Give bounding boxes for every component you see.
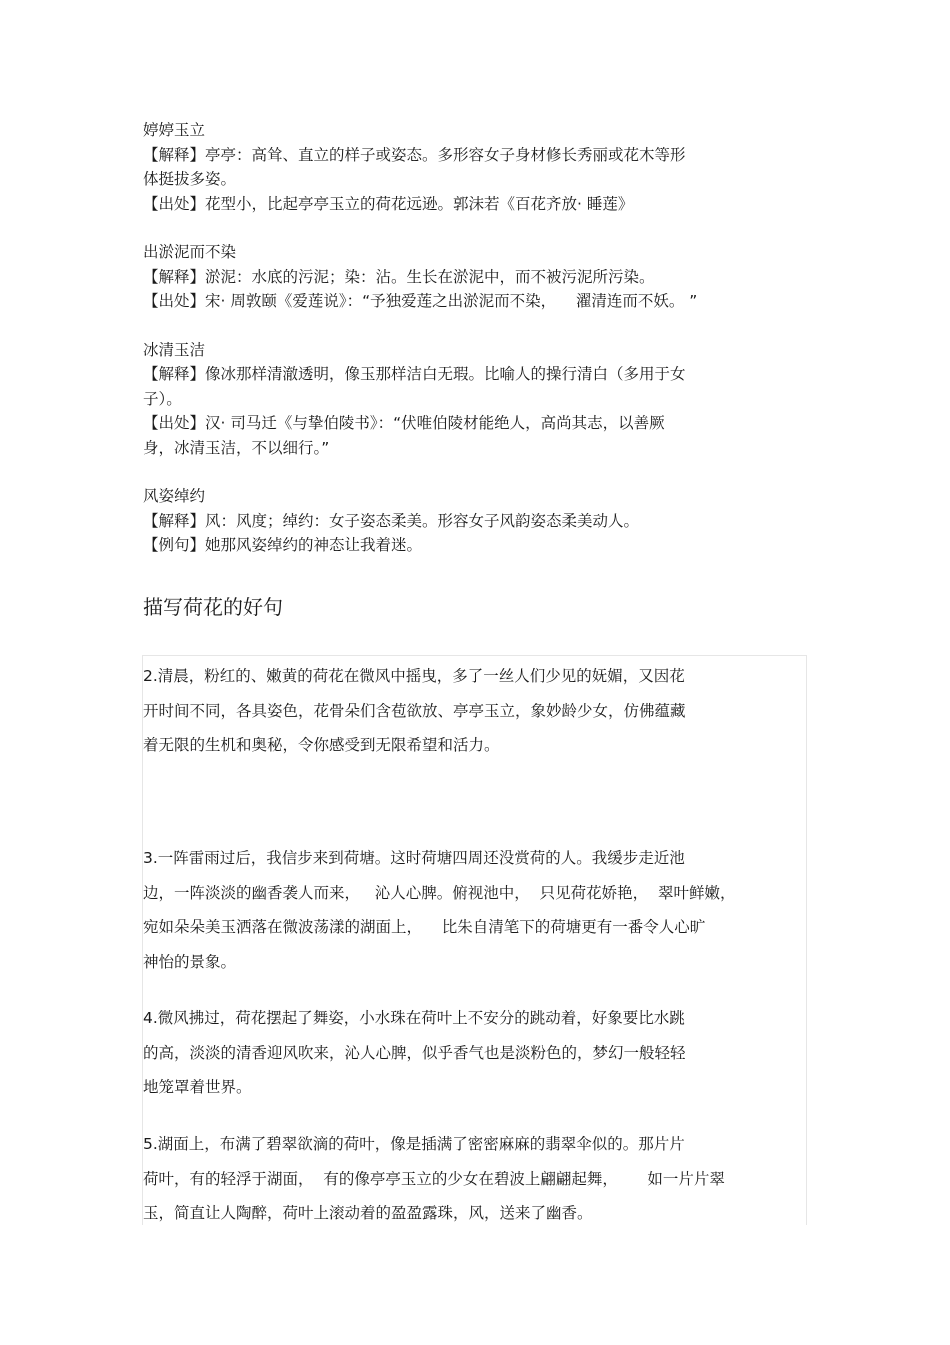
entry-line: 【出处】宋· 周敦颐《爱莲说》：“予独爱莲之出淤泥而不染， 濯清连而不妖。 ” <box>143 292 698 310</box>
idiom-entry <box>143 338 783 461</box>
entry-line: 【解释】像冰那样清澈透明，像玉那样洁白无瑕。比喻人的操行清白（多用于女 <box>143 365 686 383</box>
idiom-title: 出淤泥而不染 <box>143 243 237 261</box>
paragraph-line: 神怡的景象。 <box>143 952 237 971</box>
paragraph-line: 2.清晨，粉红的、嫩黄的荷花在微风中摇曳，多了一丝人们少见的妩媚，又因花 <box>143 667 685 685</box>
section-heading: 描写荷花的好句 <box>143 595 283 619</box>
paragraph-line: 4.微风拂过，荷花摆起了舞姿，小水珠在荷叶上不安分的跳动着，好象要比水跳 <box>143 1009 685 1027</box>
entry-line: 【解释】风：风度；绰约：女子姿态柔美。形容女子风韵姿态柔美动人。 <box>143 511 640 530</box>
entry-line: 【例句】她那风姿绰约的神态让我着迷。 <box>143 536 423 554</box>
entry-line: 身，冰清玉洁，不以细行。” <box>143 438 330 457</box>
sentence-paragraph <box>143 659 808 763</box>
entry-line: 体挺拔多姿。 <box>143 170 237 188</box>
entry-line: 【出处】汉· 司马迁《与挚伯陵书》：“伏唯伯陵材能绝人，高尚其志，以善厥 <box>143 414 665 432</box>
paragraph-line: 的高，淡淡的清香迎风吹来，沁人心脾，似乎香气也是淡粉色的，梦幻一般轻轻 <box>143 1043 686 1062</box>
idiom-entry <box>143 484 783 558</box>
paragraph-line: 边，一阵淡淡的幽香袭人而来， 沁人心脾。俯视池中， 只见荷花娇艳， 翠叶鲜嫩， <box>143 883 736 902</box>
sentence-paragraph <box>143 841 808 979</box>
sentence-paragraph <box>143 1127 808 1231</box>
entry-line: 子）。 <box>143 389 182 408</box>
idiom-title: 婷婷玉立 <box>143 121 206 139</box>
paragraph-line: 5.湖面上，布满了碧翠欲滴的荷叶，像是插满了密密麻麻的翡翠伞似的。那片片 <box>143 1135 685 1153</box>
paragraph-line: 地笼罩着世界。 <box>143 1078 252 1096</box>
paragraph-line: 宛如朵朵美玉洒落在微波荡漾的湖面上， 比朱自清笔下的荷塘更有一番令人心旷 <box>143 918 706 936</box>
sentence-paragraph <box>143 1001 808 1105</box>
idiom-entry <box>143 118 783 216</box>
idiom-entry <box>143 240 783 314</box>
entry-line: 【出处】花型小，比起亭亭玉立的荷花远逊。郭沫若《百花齐放· 睡莲》 <box>143 194 634 213</box>
paragraph-line: 荷叶，有的轻浮于湖面， 有的像亭亭玉立的少女在碧波上翩翩起舞， 如一片片翠 <box>143 1169 725 1188</box>
paragraph-line: 着无限的生机和奥秘，令你感受到无限希望和活力。 <box>143 736 500 754</box>
idiom-entries <box>143 118 783 582</box>
idiom-title: 风姿绰约 <box>143 487 206 505</box>
paragraph-line: 玉，简直让人陶醉，荷叶上滚动着的盈盈露珠，风，送来了幽香。 <box>143 1204 593 1222</box>
paragraph-line: 开时间不同，各具姿色，花骨朵们含苞欲放、亭亭玉立，象妙龄少女，仿佛蕴藏 <box>143 701 686 720</box>
entry-line: 【解释】淤泥：水底的污泥；染：沾。生长在淤泥中，而不被污泥所污染。 <box>143 267 655 286</box>
idiom-title: 冰清玉洁 <box>143 340 206 359</box>
entry-line: 【解释】亭亭：高耸、直立的样子或姿态。多形容女子身材修长秀丽或花木等形 <box>143 145 686 164</box>
paragraph-line: 3.一阵雷雨过后，我信步来到荷塘。这时荷塘四周还没赏荷的人。我缓步走近池 <box>143 849 685 867</box>
